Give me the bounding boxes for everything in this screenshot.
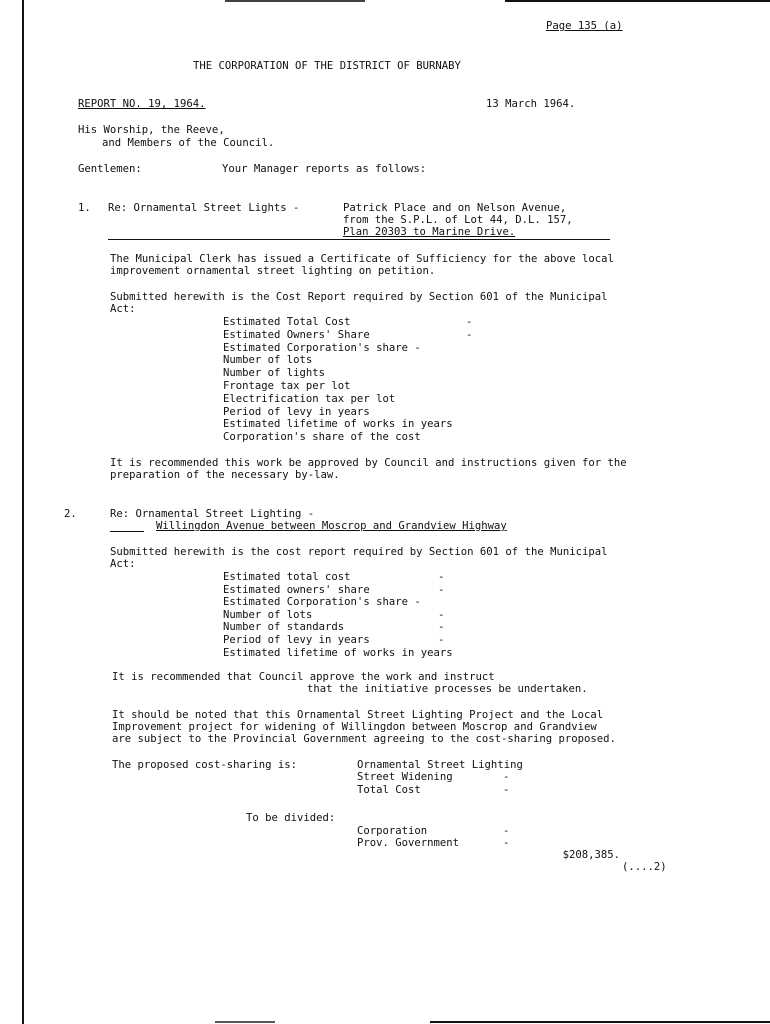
item1-para1-line-2: improvement ornamental street lighting on petition.	[110, 265, 436, 277]
item1-heading-rule	[108, 239, 610, 240]
cost-row-dash: -	[503, 837, 510, 850]
item2-para1-line-2: Act:	[110, 558, 136, 570]
cost-row-label: Period of levy in years	[223, 634, 370, 646]
cost-row-dash: -	[503, 771, 510, 784]
cost-row-label: Estimated Owners' Share	[223, 328, 370, 341]
cost-row-label: Total Cost	[357, 783, 421, 796]
address-line-1: His Worship, the Reeve,	[78, 124, 225, 136]
cost-row-label: Estimated Corporation's share -	[223, 341, 421, 354]
item1-para3-line-2: preparation of the necessary by-law.	[110, 469, 340, 481]
top-edge-line	[505, 0, 770, 2]
page-number: Page 135 (a)	[546, 20, 623, 32]
cost-row-label: Prov. Government	[357, 837, 460, 850]
to-be-divided-label: To be divided:	[246, 812, 336, 824]
address-line-2: and Members of the Council.	[102, 137, 275, 149]
item1-para2-line-1: Submitted herewith is the Cost Report required by Section 601 of the Municipal	[110, 291, 608, 303]
cost-row-label: Number of lots	[223, 354, 313, 367]
bottom-edge-line	[430, 1021, 770, 1023]
continued-marker: (....2)	[622, 861, 667, 873]
report-number: REPORT NO. 19, 1964.	[78, 98, 206, 110]
top-edge-dash	[225, 0, 365, 2]
item2-para2-line-2: that the initiative processes be undertaken.	[307, 683, 588, 695]
cost-sharing-label: The proposed cost-sharing is:	[112, 759, 297, 771]
cost-row-dash: -	[438, 583, 445, 596]
item1-para2-line-2: Act:	[110, 303, 136, 315]
divided-total: $208,385.	[562, 849, 620, 861]
cost-row-dash: -	[503, 825, 510, 837]
item2-para3-line-1: It should be noted that this Ornamental Street Lighting Project and the Local	[112, 709, 604, 721]
item2-para3-line-2: Improvement project for widening of Willingdon between Moscrop and Grandview	[112, 721, 597, 733]
cost-row-label: Corporation	[357, 825, 428, 837]
item2-heading-line-1: Re: Ornamental Street Lighting -	[110, 508, 315, 520]
report-date: 13 March 1964.	[486, 98, 576, 110]
cost-row-label: Number of lights	[223, 367, 326, 380]
item1-heading-prefix: Re: Ornamental Street Lights -	[108, 202, 300, 214]
item1-heading-line-2: from the S.P.L. of Lot 44, D.L. 157,	[343, 214, 573, 226]
item2-para3-line-3: are subject to the Provincial Government agreeing to the cost-sharing proposed.	[112, 733, 616, 745]
left-margin-line	[22, 0, 24, 1024]
cost-row-label: Street Widening	[357, 771, 453, 784]
cost-row-label: Frontage tax per lot	[223, 380, 351, 392]
item1-heading-line-3: Plan 20303 to Marine Drive.	[343, 226, 516, 238]
cost-row-dash: -	[438, 571, 445, 583]
corporation-title: THE CORPORATION OF THE DISTRICT OF BURNABY	[193, 60, 461, 72]
item1-para3-line-1: It is recommended this work be approved by Council and instructions given for the	[110, 457, 627, 469]
cost-row-dash: -	[466, 328, 473, 341]
cost-row-label: Estimated owners' share	[223, 583, 370, 596]
greeting-label: Gentlemen:	[78, 163, 142, 175]
cost-row-label: Electrification tax per lot	[223, 392, 396, 405]
item2-heading-leader	[110, 531, 144, 532]
cost-row-dash: -	[503, 783, 510, 796]
cost-row-label: Number of lots	[223, 608, 313, 621]
cost-row-dash: -	[438, 621, 445, 634]
item2-number: 2.	[64, 508, 77, 520]
item1-number: 1.	[78, 202, 91, 214]
cost-row-dash: -	[438, 608, 445, 621]
cost-row-label: Estimated Corporation's share -	[223, 596, 421, 609]
item2-para2-line-1: It is recommended that Council approve the work and instruct	[112, 671, 495, 683]
cost-row-label: Ornamental Street Lighting	[357, 759, 523, 771]
cost-row-label: Estimated total cost	[223, 571, 351, 583]
cost-row-label: Estimated lifetime of works in years	[223, 646, 453, 659]
greeting-text: Your Manager reports as follows:	[222, 163, 427, 175]
bottom-edge-dash	[215, 1021, 275, 1023]
item2-para1-line-1: Submitted herewith is the cost report required by Section 601 of the Municipal	[110, 546, 608, 558]
cost-row-label: Period of levy in years	[223, 405, 370, 418]
cost-row-label: Corporation's share of the cost	[223, 431, 421, 444]
item1-para1-line-1: The Municipal Clerk has issued a Certificate of Sufficiency for the above local	[110, 253, 614, 265]
cost-row-label: Number of standards	[223, 621, 345, 634]
cost-row-label: Estimated Total Cost	[223, 316, 351, 328]
item1-heading-line-1: Patrick Place and on Nelson Avenue,	[343, 202, 567, 214]
item2-heading-line-2: Willingdon Avenue between Moscrop and Grandview Highway	[156, 520, 507, 532]
cost-row-label: Estimated lifetime of works in years	[223, 418, 453, 431]
cost-row-dash: -	[466, 316, 473, 328]
cost-row-dash: -	[438, 634, 445, 646]
